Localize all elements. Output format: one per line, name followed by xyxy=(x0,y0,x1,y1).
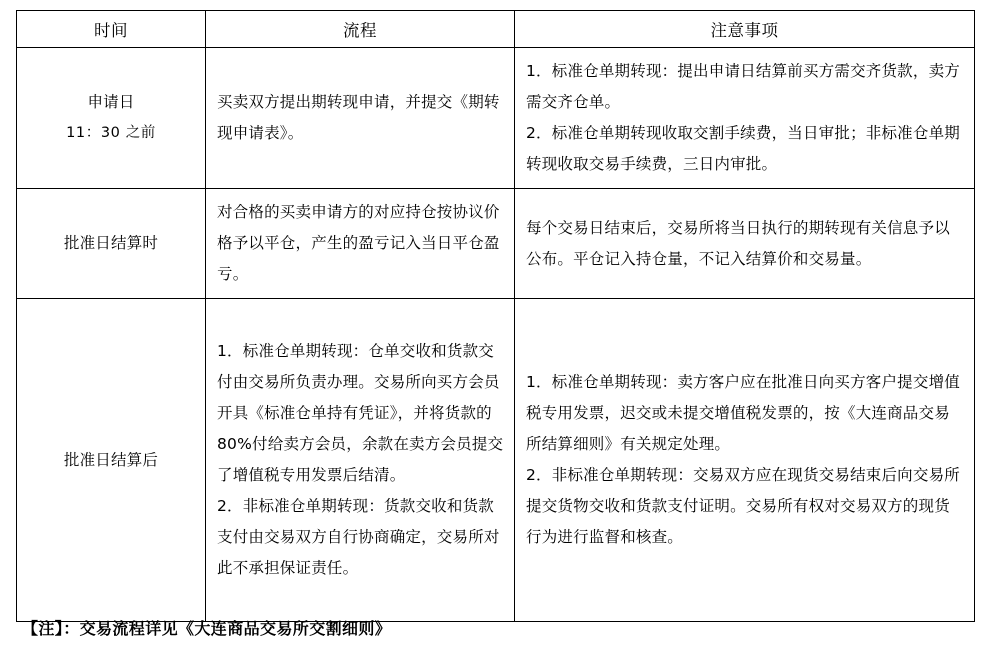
process-paragraph: 2．非标准仓单期转现：货款交收和货款支付由交易双方自行协商确定，交易所对此不承担保证责任。 xyxy=(217,497,500,577)
process-paragraph: 对合格的买卖申请方的对应持仓按协议价格予以平仓，产生的盈亏记入当日平仓盈亏。 xyxy=(217,203,500,283)
process-paragraph: 1．标准仓单期转现：仓单交收和货款交付由交易所负责办理。交易所向买方会员开具《标准仓单持有凭证》，并将货款的80%付给卖方会员，余款在卖方会员提交了增值税专用发票后结清。 xyxy=(217,342,504,484)
cell-notes-3 xyxy=(515,299,975,622)
time-cell-content-1 xyxy=(17,79,205,157)
notes-paragraph: 1．标准仓单期转现：卖方客户应在批准日向买方客户提交增值税专用发票，迟交或未提交增值税发票的，按《大连商品交易所结算细则》有关规定处理。 xyxy=(526,373,960,453)
footnote: 【注】：交易流程详见《大连商品交易所交割细则》 xyxy=(22,619,392,638)
notes-paragraph: 2．标准仓单期转现收取交割手续费，当日审批；非标准仓单期转现收取交易手续费，三日内审批。 xyxy=(526,124,960,173)
cell-process-3 xyxy=(206,299,515,622)
column-header-process: 流程 xyxy=(206,11,515,48)
column-header-time: 时间 xyxy=(17,11,206,48)
cell-time-1 xyxy=(17,48,206,189)
time-cell-content-2 xyxy=(17,220,205,267)
table-body xyxy=(17,48,975,622)
notes-cell-content-2 xyxy=(515,205,974,283)
futures-to-spot-flow-table xyxy=(16,10,975,622)
time-main-2: 批准日结算时 xyxy=(63,234,159,252)
cell-process-2 xyxy=(206,189,515,299)
notes-paragraph: 1．标准仓单期转现：提出申请日结算前买方需交齐货款，卖方需交齐仓单。 xyxy=(526,62,960,111)
cell-time-3 xyxy=(17,299,206,622)
table-header-row xyxy=(17,11,975,48)
process-cell-content-1 xyxy=(206,79,514,157)
process-cell-content-3 xyxy=(206,328,514,592)
process-cell-content-2 xyxy=(206,189,514,298)
process-paragraph: 买卖双方提出期转现申请，并提交《期转现申请表》。 xyxy=(217,93,500,142)
table-row xyxy=(17,299,975,622)
column-header-notes: 注意事项 xyxy=(515,11,975,48)
table-header xyxy=(17,11,975,48)
cell-process-1 xyxy=(206,48,515,189)
cell-notes-1 xyxy=(515,48,975,189)
notes-cell-content-1 xyxy=(515,48,974,188)
time-main-3: 批准日结算后 xyxy=(63,450,159,469)
table-row xyxy=(17,48,975,189)
time-main-1: 申请日 xyxy=(87,93,135,111)
time-cell-content-3 xyxy=(17,437,205,484)
notes-paragraph: 2．非标准仓单期转现：交易双方应在现货交易结束后向交易所提交货物交收和货款支付证明。交易所有权对交易双方的现货行为进行监督和核查。 xyxy=(526,466,960,546)
notes-cell-content-3 xyxy=(515,359,974,561)
cell-notes-2 xyxy=(515,189,975,299)
cell-time-2 xyxy=(17,189,206,299)
flow-table-container xyxy=(16,10,974,622)
table-row xyxy=(17,189,975,299)
notes-paragraph: 每个交易日结束后，交易所将当日执行的期转现有关信息予以公布。平仓记入持仓量，不记入结算价和交易量。 xyxy=(526,218,950,268)
time-sub-1: 11：30 之前 xyxy=(66,125,156,141)
